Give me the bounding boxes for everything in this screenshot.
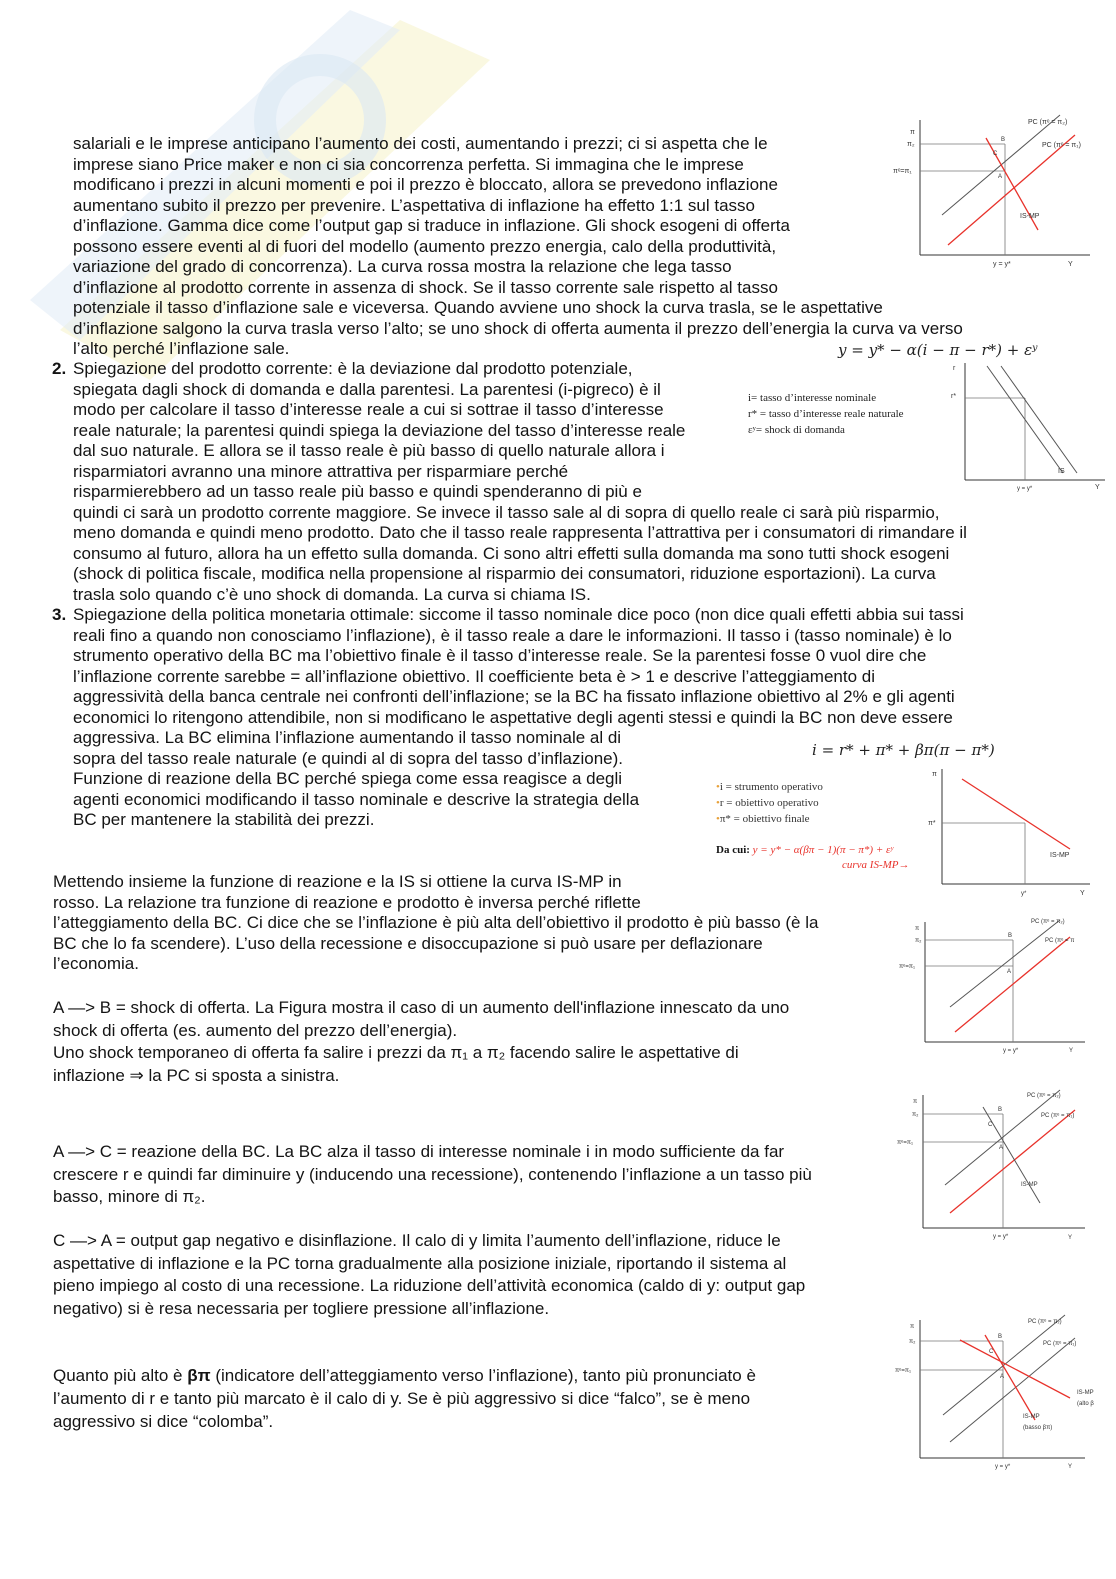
intro-line: salariali e le imprese anticipano l’aumento dei costi, aumentando i prezzi; ci si aspetta che le bbox=[73, 134, 768, 153]
pc-low-label: PC (πᵉ = π₁) bbox=[1041, 1113, 1075, 1119]
item-2-number: 2. bbox=[52, 359, 67, 378]
axis-label-y: Y bbox=[1080, 890, 1085, 897]
axis-label-y: Y bbox=[1068, 1464, 1073, 1470]
intro-line: d’inflazione salgono la curva trasla verso l’alto; se uno shock di offerta aumenta il prezzo dell’energia la curva va verso bbox=[73, 318, 963, 338]
point-a: A bbox=[1000, 1374, 1005, 1380]
falco-colomba-figure bbox=[895, 1310, 1110, 1475]
ca-line: pieno impiego al costo di una recessione. La riduzione dell’attività economica (caldo di y: output gap bbox=[53, 1276, 806, 1295]
intro-line: aumentano subito il prezzo per prevenire. L’aspettativa di inflazione ha effetto 1:1 sul tasso bbox=[73, 195, 756, 215]
ab-paragraph bbox=[53, 997, 789, 1087]
ismp-line: BC che lo fa scendere). L’uso della recessione e disoccupazione si può usare per deflazionare bbox=[53, 933, 763, 953]
intro-line: imprese siano Price maker e non ci sia concorrenza perfetta. Si immagina che le imprese bbox=[73, 154, 744, 174]
pi2-label: π₂ bbox=[907, 141, 915, 148]
axis-label-y: Y bbox=[1068, 1235, 1073, 1241]
pi2-label: π₂ bbox=[909, 1339, 916, 1345]
ismp-low-label: IS-MP bbox=[1023, 1414, 1040, 1420]
axis-label-pi: π bbox=[932, 771, 937, 778]
pc-low-label: PC (πᵉ = π bbox=[1045, 938, 1075, 944]
pc-shift-figure-3 bbox=[895, 1085, 1095, 1245]
point-a: A bbox=[1007, 969, 1012, 975]
axis-label-pi: π bbox=[910, 129, 915, 136]
ismp-line: l’economia. bbox=[53, 954, 139, 973]
pc-high-label: PC (πᵉ = π₂) bbox=[1028, 119, 1068, 126]
point-a: A bbox=[998, 174, 1003, 180]
item-3-line: aggressività della banca centrale nei confronti dell’inflazione; se la BC ha fissato inflazione obiettivo al 2% e gli agenti bbox=[73, 687, 955, 706]
item-3-line: sopra del tasso reale naturale (e quindi al di sopra del tasso d’inflazione). bbox=[73, 748, 623, 768]
point-c: C bbox=[989, 1349, 994, 1355]
ystar-label: y = y* bbox=[995, 1464, 1011, 1470]
axis-label-pi: π bbox=[915, 926, 920, 932]
intro-line: potenziale il tasso d’inflazione sale e viceversa. Quando avviene uno shock la curva trasla, se le aspettative bbox=[73, 298, 883, 317]
ac-line: basso, minore di π₂. bbox=[53, 1187, 206, 1206]
beta-line-2: l’aumento di r e tanto più marcato è il calo di y. Se è più aggressivo si dice “falco”, se è meno bbox=[53, 1389, 751, 1408]
ismp-high-note: (alto β bbox=[1077, 1401, 1094, 1407]
da-cui-formula-text: y = y* − α(βπ − 1)(π − π*) + εʸ bbox=[752, 844, 894, 856]
pc-low-label: PC (πᵉ = π₁) bbox=[1043, 1341, 1077, 1347]
is-label: IS bbox=[1058, 468, 1065, 475]
item-2-line: modo per calcolare il tasso d’interesse reale a cui si sottrae il tasso d’interesse bbox=[73, 400, 664, 419]
item-2-line: risparmierebbero ad un tasso reale più basso e quindi spenderanno di più e bbox=[73, 482, 642, 501]
mp-equation: i = r* + π* + βπ(π − π*) bbox=[812, 741, 995, 759]
da-cui-label: Da cui: bbox=[716, 844, 750, 856]
axis-label-y: Y bbox=[1095, 484, 1100, 491]
item-3-line: agenti economici modificando il tasso nominale e descrive la strategia della bbox=[73, 789, 640, 809]
pi1-label: πᵉ=π₁ bbox=[897, 1140, 914, 1146]
point-a: A bbox=[999, 1145, 1004, 1151]
pi2-label: π₂ bbox=[915, 938, 922, 944]
legend-r-obiettivo: •r = obiettivo operativo bbox=[716, 797, 819, 809]
item-3-number: 3. bbox=[52, 605, 67, 624]
legend-pi-finale: •π* = obiettivo finale bbox=[716, 813, 810, 825]
ismp-line: rosso. La relazione tra funzione di reazione e prodotto è inversa perché riflette bbox=[53, 892, 641, 912]
ab-line: inflazione ⇒ la PC si sposta a sinistra. bbox=[53, 1065, 340, 1085]
beta-symbol: βπ bbox=[187, 1366, 211, 1385]
axis-label-r: r bbox=[953, 365, 956, 372]
ismp-label: IS-MP bbox=[1020, 213, 1040, 220]
ystar-label: y = y* bbox=[993, 261, 1011, 268]
item-2-line: Spiegazione del prodotto corrente: è la deviazione dal prodotto potenziale, bbox=[73, 359, 633, 378]
item-2-line: spiegata dagli shock di domanda e dalla parentesi. La parentesi (i-pigreco) è il bbox=[73, 379, 661, 399]
da-cui-formula bbox=[716, 844, 893, 856]
axis-label-y: Y bbox=[1069, 1048, 1074, 1054]
ac-line: A —> C = reazione della BC. La BC alza il tasso di interesse nominale i in modo sufficiente da far bbox=[53, 1142, 785, 1161]
ismp-paragraph bbox=[53, 872, 818, 975]
pistar-label: π* bbox=[928, 820, 936, 827]
pi1-label: πᵉ=π₁ bbox=[893, 168, 912, 175]
pc-high-label: PC (πᵉ = π₂) bbox=[1027, 1093, 1061, 1099]
ac-line: crescere r e quindi far diminuire y (inducendo una recessione), contenendo l’inflazione a un tasso più bbox=[53, 1164, 812, 1184]
beta-paragraph bbox=[53, 1364, 756, 1433]
legend-rstar: r* = tasso d’interesse reale naturale bbox=[748, 408, 904, 420]
axis-label-pi: π bbox=[910, 1324, 915, 1330]
item-2-line: reale naturale; la parentesi quindi spiega la deviazione del tasso d’interesse reale bbox=[73, 420, 686, 440]
item-3-line: BC per mantenere la stabilità dei prezzi. bbox=[73, 810, 375, 829]
mp-legend bbox=[716, 779, 823, 827]
ab-line: shock di offerta (es. aumento del prezzo dell’energia). bbox=[53, 1020, 458, 1040]
intro-line: modificano i prezzi in alcuni momenti e poi il prezzo è bloccato, allora se prevedono inflazione bbox=[73, 175, 778, 194]
item-3-line: Funzione di reazione della BC perché spiega come essa reagisce a degli bbox=[73, 769, 623, 788]
pc-shift-figure-2 bbox=[895, 912, 1095, 1057]
ystar-label: y = y* bbox=[1003, 1048, 1019, 1054]
pc-low-label: PC (πᵉ = π₁) bbox=[1042, 142, 1081, 149]
item-3-line: Spiegazione della politica monetaria ottimale: siccome il tasso nominale dice poco (non dice quali effetti abbia sui tassi bbox=[73, 605, 964, 624]
item-2-line: meno domanda e quindi meno prodotto. Dato che il tasso reale rappresenta l’attrattiva per i consumatori di rimandare il bbox=[73, 523, 967, 542]
intro-paragraph bbox=[73, 134, 963, 360]
ismp-high-label: IS-MP bbox=[1077, 1390, 1094, 1396]
ismp-label: IS-MP bbox=[1021, 1182, 1038, 1188]
pi2-label: π₂ bbox=[912, 1112, 919, 1118]
ismp-low-note: (basso βπ) bbox=[1023, 1425, 1053, 1431]
point-b: B bbox=[1001, 137, 1006, 143]
legend-eps: εʸ= shock di domanda bbox=[748, 424, 845, 436]
is-curve-figure bbox=[945, 358, 1110, 493]
axis-label-y: Y bbox=[1068, 261, 1073, 268]
pi1-label: πᵉ=π₁ bbox=[899, 964, 916, 970]
ca-line: negativo) si è resa necessaria per togliere pressione all’inflazione. bbox=[53, 1298, 550, 1318]
ismp-line: Mettendo insieme la funzione di reazione e la IS si ottiene la curva IS-MP in bbox=[53, 872, 622, 891]
point-c: C bbox=[993, 151, 998, 157]
item-2-line: dal suo naturale. E allora se il tasso reale è più basso di quello naturale allora i bbox=[73, 441, 665, 460]
item-3-line: economici lo ritengono attendibile, non si modificano le aspettative degli agenti stessi e quindi la BC non deve essere bbox=[73, 707, 953, 727]
ismp-label: IS-MP bbox=[1050, 852, 1070, 859]
item-3-paragraph bbox=[73, 605, 964, 831]
pc-high-label: PC (πᵉ = π₂) bbox=[1031, 919, 1065, 925]
ab-line: A —> B = shock di offerta. La Figura mostra il caso di un aumento dell'inflazione innescato da uno bbox=[53, 998, 790, 1017]
intro-line: d’inflazione. Gamma dice come l’output gap si traduce in inflazione. Gli shock esogeni di offerta bbox=[73, 216, 790, 235]
point-b: B bbox=[998, 1107, 1003, 1113]
ismp-line: l’atteggiamento della BC. Ci dice che se l’inflazione è più alta dell’obiettivo il prodotto è più basso (è la bbox=[53, 913, 819, 932]
ismp-curve-figure bbox=[920, 764, 1095, 899]
point-b: B bbox=[1008, 933, 1013, 939]
intro-line: possono essere eventi al di fuori del modello (aumento prezzo energia, calo della produttività, bbox=[73, 236, 777, 256]
pc-shift-figure-1 bbox=[890, 110, 1095, 270]
ca-line: C —> A = output gap negativo e disinflazione. Il calo di y limita l’aumento dell’inflazione, riduce le bbox=[53, 1231, 781, 1250]
rstar-label: r* bbox=[951, 393, 957, 400]
legend-i: i= tasso d’interesse nominale bbox=[748, 392, 877, 404]
point-c: C bbox=[988, 1122, 993, 1128]
ab-line: Uno shock temporaneo di offerta fa salire i prezzi da π₁ a π₂ facendo salire le aspettative di bbox=[53, 1043, 739, 1062]
curve-ismp-note: curva IS-MP→ bbox=[842, 859, 910, 871]
pc-high-label: PC (πᵉ = π₂) bbox=[1028, 1319, 1062, 1325]
item-2-line: quindi ci sarà un prodotto corrente maggiore. Se invece il tasso sale al di sopra di quello reale ci sarà più risparmio, bbox=[73, 502, 940, 522]
intro-line: variazione del grado di concorrenza). La curva rossa mostra la relazione che lega tasso bbox=[73, 257, 732, 276]
item-3-line: reali fino a quando non conosciamo l’inflazione), è il tasso reale a dare le informazioni. Il tasso i (tasso nominale) è lo bbox=[73, 625, 952, 645]
ystar-label: y = y* bbox=[993, 1234, 1009, 1240]
ca-paragraph bbox=[53, 1230, 805, 1320]
beta-line-3: aggressivo si dice “colomba”. bbox=[53, 1412, 274, 1431]
is-equation: y = y* − α(i − π − r*) + εʸ bbox=[838, 341, 1038, 359]
axis-label-pi: π bbox=[913, 1099, 918, 1105]
item-2-line: trasla solo quando c’è uno shock di domanda. La curva si chiama IS. bbox=[73, 584, 591, 604]
pi1-label: πᵉ=π₁ bbox=[895, 1368, 912, 1374]
beta-line-1: Quanto più alto è βπ (indicatore dell’atteggiamento verso l’inflazione), tanto più pronunciato è bbox=[53, 1366, 756, 1385]
intro-line: l’alto perché l’inflazione sale. bbox=[73, 339, 290, 358]
item-3-line: l’inflazione corrente sarebbe = all’inflazione obiettivo. Il coefficiente beta è > 1 e descrive l’atteggiamento di bbox=[73, 666, 876, 686]
point-b: B bbox=[998, 1334, 1003, 1340]
item-2-line: (shock di politica fiscale, modifica nella propensione al risparmio dei consumatori, riduzione esportazioni). La curva bbox=[73, 564, 936, 583]
ac-paragraph bbox=[53, 1141, 812, 1209]
ystar-label: y* bbox=[1021, 891, 1027, 897]
is-legend bbox=[748, 390, 904, 438]
legend-i-operativo: •i = strumento operativo bbox=[716, 781, 823, 793]
item-3-line: strumento operativo della BC ma l’obiettivo finale è il tasso d’interesse reale. Se la parentesi fosse 0 vuol dire che bbox=[73, 646, 927, 665]
ca-line: aspettative di inflazione e la PC torna gradualmente alla posizione iniziale, riportando il sistema al bbox=[53, 1253, 787, 1273]
item-3-line: aggressiva. La BC elimina l’inflazione aumentando il tasso nominale al di bbox=[73, 728, 622, 747]
item-2-line: consumo al futuro, allora ha un effetto sulla domanda. Ci sono altri effetti sulla domanda ma sono tutti shock esogeni bbox=[73, 543, 950, 563]
intro-line: d’inflazione al prodotto corrente in assenza di shock. Se il tasso corrente sale rispetto al tasso bbox=[73, 277, 778, 297]
item-2-line: risparmiatori avranno una minore attrattiva per risparmiare perché bbox=[73, 461, 569, 481]
ystar-label: y = y* bbox=[1017, 486, 1033, 492]
